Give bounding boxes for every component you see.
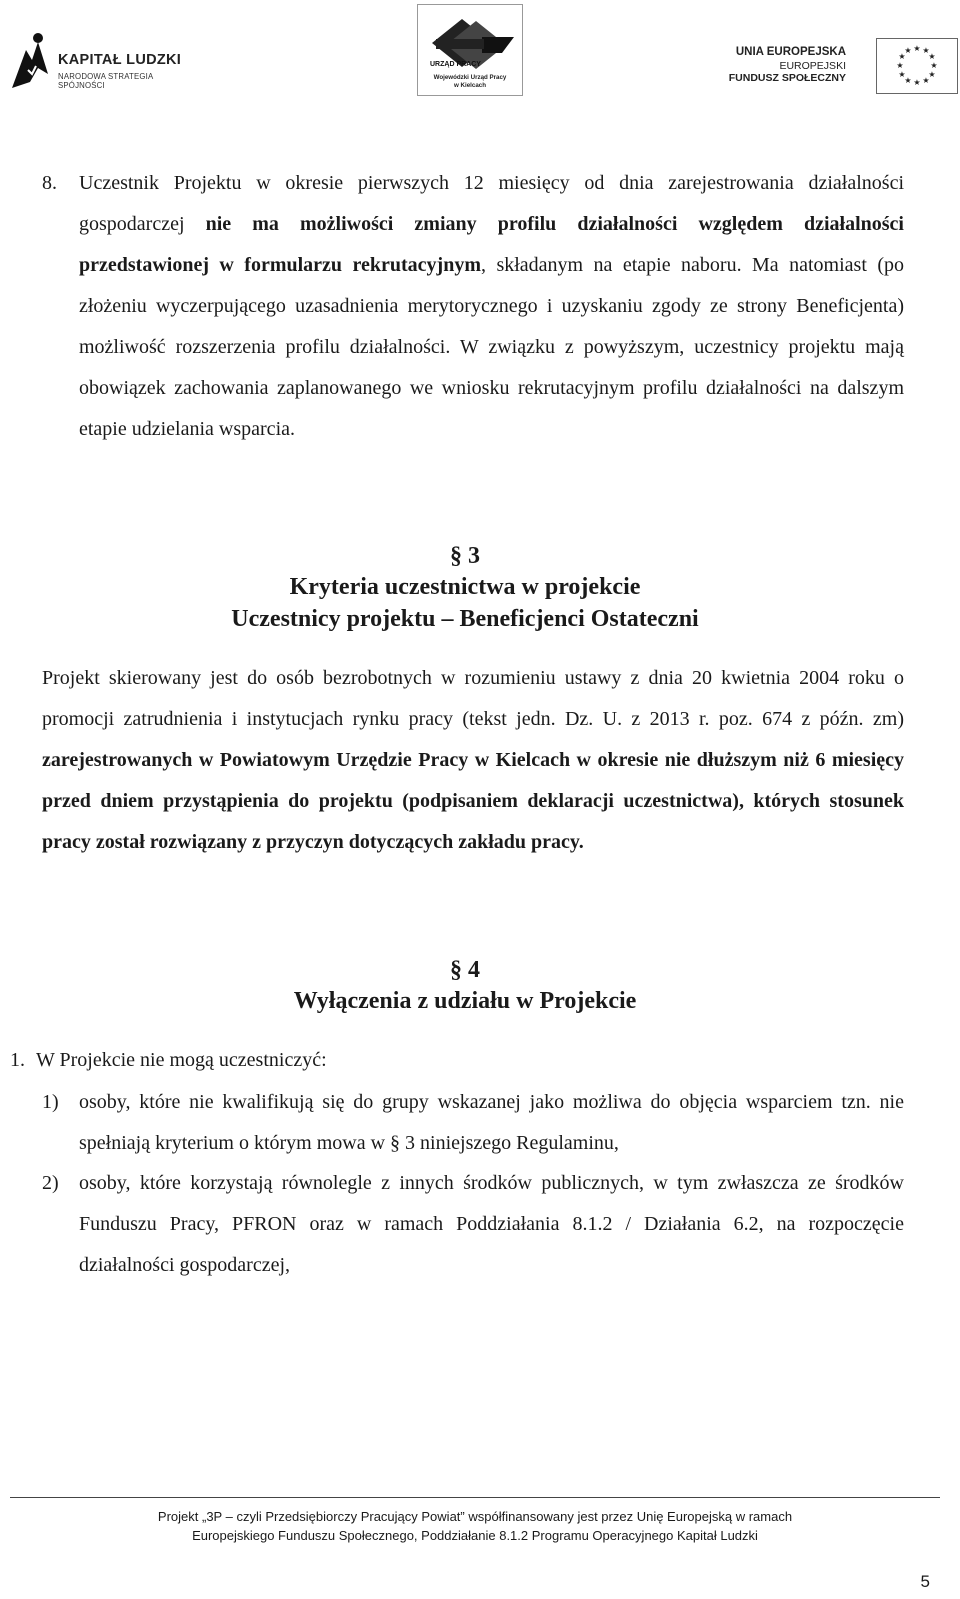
- svg-text:★: ★: [922, 76, 930, 85]
- svg-text:★: ★: [913, 78, 921, 87]
- kapital-ludzki-figure-icon: [8, 30, 54, 96]
- footer-divider: [10, 1497, 940, 1498]
- svg-text:★: ★: [913, 44, 921, 53]
- section4-sub2-text: osoby, które korzystają równolegle z innych środków publicznych, w tym zwłaszcza ze środków Funduszu Pracy, PFRON oraz w ramach Poddziałania 8.1.2 / Działania 6.2, na rozpoczęcie działalności gospodarczej,: [79, 1172, 904, 1276]
- kapital-ludzki-logo: [8, 30, 198, 96]
- svg-text:★: ★: [922, 46, 930, 55]
- kapital-ludzki-title: KAPITAŁ LUDZKI: [58, 52, 182, 68]
- svg-text:★: ★: [904, 76, 912, 85]
- svg-text:★: ★: [930, 61, 938, 70]
- ue-line3: FUNDUSZ SPOŁECZNY: [728, 72, 846, 84]
- item8-text-a: Uczestnik Projektu w okresie pierwszych 12 miesięcy od dnia zarejestrowania działalności gospodarczej: [79, 172, 904, 235]
- section3-paragraph: [42, 658, 904, 863]
- urzad-pracy-sign-text: URZĄD PRACY: [430, 61, 481, 68]
- section4-sub1-text: osoby, które nie kwalifikują się do grupy wskazanej jako możliwa do objęcia wsparciem tzn. nie spełniają kryterium o którym mowa w § 3 niniejszego Regulaminu,: [79, 1091, 904, 1154]
- ue-line2: EUROPEJSKI: [779, 60, 846, 72]
- urzad-pracy-caption: [420, 74, 520, 89]
- item8-text-b: , składanym na etapie naboru. Ma natomiast (po złożeniu wyczerpującego uzasadnienia merytorycznego i uzyskaniu zgody ze strony Beneficjenta) możliwość rozszerzenia profilu działalności. W związku z powyższym, uczestnicy projektu mają obowiązek zachowania zaplanowanego we wniosku rekrutacyjnym profilu działalności na dalszym etapie udzielania wsparcia.: [79, 254, 904, 440]
- unia-europejska-logo: [728, 38, 956, 98]
- item8-number: 8.: [42, 172, 57, 194]
- section4-sub2-number: 2): [42, 1172, 59, 1194]
- eu-stars-icon: [877, 39, 957, 93]
- section4-item1-text: W Projekcie nie mogą uczestniczyć:: [36, 1049, 327, 1071]
- urzad-pracy-caption-line1: Wojewódzki Urząd Pracy: [433, 74, 507, 81]
- eu-flag-icon: [876, 38, 958, 94]
- section4-title: Wyłączenia z udziału w Projekcie: [293, 988, 637, 1014]
- item8-paragraph: [79, 163, 904, 450]
- page-number: 5: [920, 1572, 930, 1591]
- section4-sub1-number: 1): [42, 1091, 59, 1113]
- section4-item1-number: 1.: [10, 1049, 25, 1071]
- section3-title: Kryteria uczestnictwa w projekcie: [289, 574, 641, 600]
- ue-line1: UNIA EUROPEJSKA: [735, 46, 846, 58]
- urzad-pracy-caption-line2: w Kielcach: [454, 81, 486, 89]
- section3-subtitle: Uczestnicy projektu – Beneficjenci Ostateczni: [231, 606, 699, 632]
- svg-text:★: ★: [898, 52, 906, 61]
- section3-text-a: Projekt skierowany jest do osób bezrobotnych w rozumieniu ustawy z dnia 20 kwietnia 2004 roku o promocji zatrudnienia i instytucjach rynku pracy (tekst jedn. Dz. U. z 2013 r. poz. 674 z późn. zm): [42, 667, 904, 730]
- kapital-ludzki-subtitle: NARODOWA STRATEGIA SPÓJNOŚCI: [58, 72, 154, 90]
- svg-text:★: ★: [928, 52, 936, 61]
- svg-text:★: ★: [898, 70, 906, 79]
- footer-line1: Projekt „3P – czyli Przedsiębiorczy Pracujący Powiat” współfinansowany jest przez Unię Europejską w ramach: [157, 1509, 793, 1524]
- item8-text-bold: nie ma możliwości zmiany profilu działalności względem działalności przedstawionej w formularzu rekrutacyjnym: [79, 213, 904, 276]
- section3-text-bold: zarejestrowanych w Powiatowym Urzędzie Pracy w Kielcach w okresie nie dłuższym niż 6 miesięcy przed dniem przystąpienia do projektu (podpisaniem deklaracji uczestnictwa), których stosunek pracy został rozwiązany z przyczyn dotyczących zakładu pracy.: [42, 749, 904, 853]
- urzad-pracy-logo: [417, 4, 523, 96]
- section3-symbol: § 3: [450, 543, 480, 569]
- svg-text:★: ★: [896, 61, 904, 70]
- svg-text:★: ★: [904, 46, 912, 55]
- footer-line2: Europejskiego Funduszu Społecznego, Poddziałanie 8.1.2 Programu Operacyjnego Kapitał Ludzki: [192, 1528, 758, 1543]
- section4-symbol: § 4: [450, 957, 480, 983]
- svg-text:★: ★: [928, 70, 936, 79]
